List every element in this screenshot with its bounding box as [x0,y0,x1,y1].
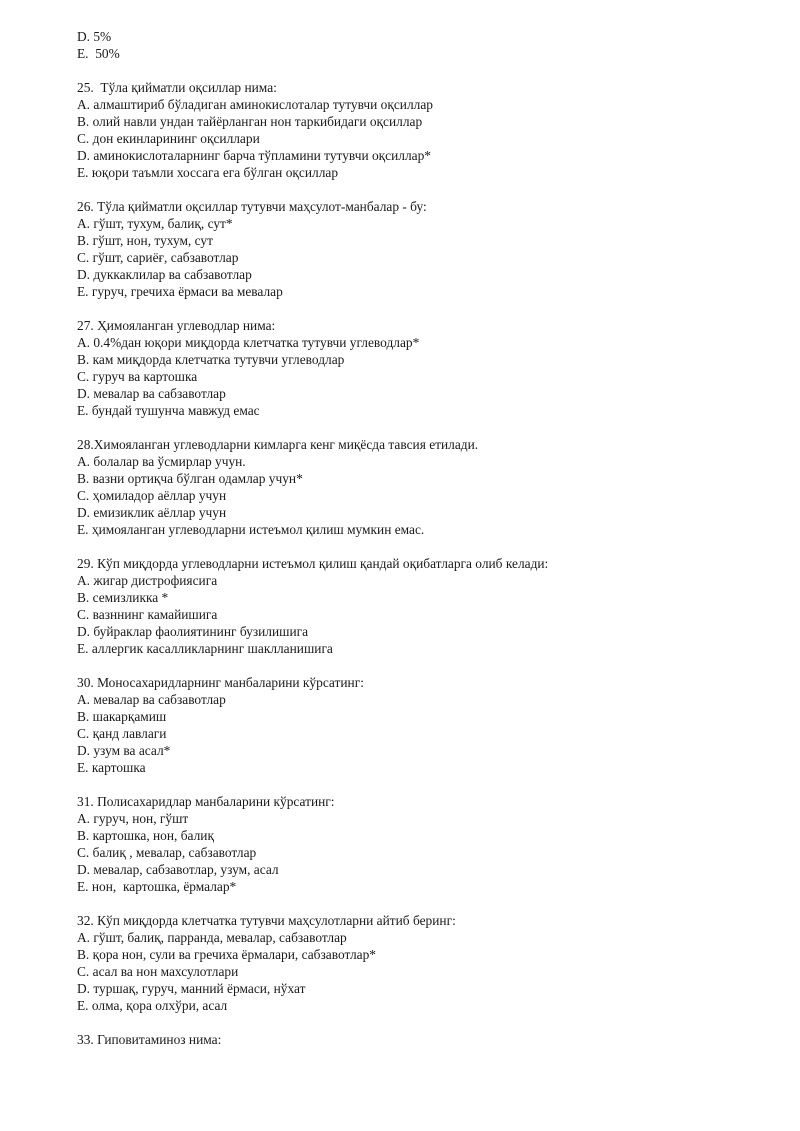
question-text: 26. Тўла қийматли оқсиллар тутувчи маҳсулот-манбалар - бу: [77,199,427,214]
question-block [77,912,777,1014]
answer-option: C. асал ва нон махсулотлари [77,964,239,979]
question-text: 32. Кўп миқдорда клетчатка тутувчи маҳсулотларни айтиб беринг: [77,913,456,928]
answer-option: E. бундай тушунча мавжуд емас [77,403,260,418]
answer-option: B. картошка, нон, балиқ [77,828,214,843]
answer-option: C. ҳомиладор аёллар учун [77,488,227,503]
answer-option: A. гўшт, тухум, балиқ, сут* [77,216,233,231]
answer-option: B. вазни ортиқча бўлган одамлар учун* [77,471,303,486]
answer-option: C. вазннинг камайишига [77,607,218,622]
answer-option: C. балиқ , мевалар, сабзавотлар [77,845,257,860]
answer-option: A. мевалар ва сабзавотлар [77,692,226,707]
answer-option: D. мевалар, сабзавотлар, узум, асал [77,862,279,877]
answer-option: C. дон екинларининг оқсиллари [77,131,260,146]
question-block [77,436,777,538]
answer-option: B. олий навли ундан тайёрланган нон таркибидаги оқсиллар [77,114,423,129]
answer-option: A. гўшт, балиқ, парранда, мевалар, сабзавотлар [77,930,347,945]
answer-option: C. гўшт, сариёғ, сабзавотлар [77,250,239,265]
answer-option: A. алмаштириб бўладиган аминокислоталар тутувчи оқсиллар [77,97,433,112]
question-block [77,555,777,657]
question-text: 27. Ҳимояланган углеводлар нима: [77,318,276,333]
previous-question-tail [77,28,777,62]
document-page [77,28,777,1048]
answer-option: D. туршақ, гуруч, манний ёрмаси, нўхат [77,981,306,996]
question-block [77,79,777,181]
answer-option: E. нон, картошка, ёрмалар* [77,879,237,894]
question-block [77,793,777,895]
answer-option: C. гуруч ва картошка [77,369,198,384]
answer-option: E. картошка [77,760,146,775]
answer-option: B. семизликка * [77,590,169,605]
answer-option: A. болалар ва ўсмирлар учун. [77,454,246,469]
answer-option: A. 0.4%дан юқори миқдорда клетчатка тутувчи углеводлар* [77,335,420,350]
question-text: 33. Гиповитаминоз нима: [77,1032,222,1047]
answer-option: D. узум ва асал* [77,743,171,758]
answer-option: E. 50% [77,46,120,61]
answer-option: E. аллергик касалликларнинг шаклланишига [77,641,333,656]
answer-option: D. 5% [77,29,112,44]
answer-option: B. шакарқамиш [77,709,167,724]
question-block [77,198,777,300]
question-text: 29. Кўп миқдорда углеводларни истеъмол қилиш қандай оқибатларга олиб келади: [77,556,549,571]
answer-option: E. юқори таъмли хоссага ега бўлган оқсиллар [77,165,339,180]
answer-option: D. емизиклик аёллар учун [77,505,227,520]
question-block [77,317,777,419]
answer-option: E. гуруч, гречиха ёрмаси ва мевалар [77,284,283,299]
answer-option: E. олма, қора олхўри, асал [77,998,228,1013]
question-block [77,674,777,776]
answer-option: D. аминокислоталарнинг барча тўпламини тутувчи оқсиллар* [77,148,431,163]
answer-option: D. буйраклар фаолиятининг бузилишига [77,624,309,639]
answer-option: D. дуккаклилар ва сабзавотлар [77,267,252,282]
question-list [77,62,777,1014]
answer-option: D. мевалар ва сабзавотлар [77,386,226,401]
question-text: 25. Тўла қийматли оқсиллар нима: [77,80,277,95]
question-text: 31. Полисахаридлар манбаларини кўрсатинг: [77,794,335,809]
answer-option: C. қанд лавлаги [77,726,167,741]
answer-option: A. гуруч, нон, гўшт [77,811,189,826]
question-text: 30. Моносахаридларнинг манбаларини кўрсатинг: [77,675,364,690]
answer-option: B. кам миқдорда клетчатка тутувчи углеводлар [77,352,345,367]
answer-option: A. жигар дистрофиясига [77,573,218,588]
answer-option: B. гўшт, нон, тухум, сут [77,233,213,248]
answer-option: E. ҳимояланган углеводларни истеъмол қилиш мумкин емас. [77,522,425,537]
question-text: 28.Химояланган углеводларни кимларга кенг миқёсда тавсия етилади. [77,437,479,452]
answer-option: B. қора нон, сули ва гречиха ёрмалари, сабзавотлар* [77,947,376,962]
